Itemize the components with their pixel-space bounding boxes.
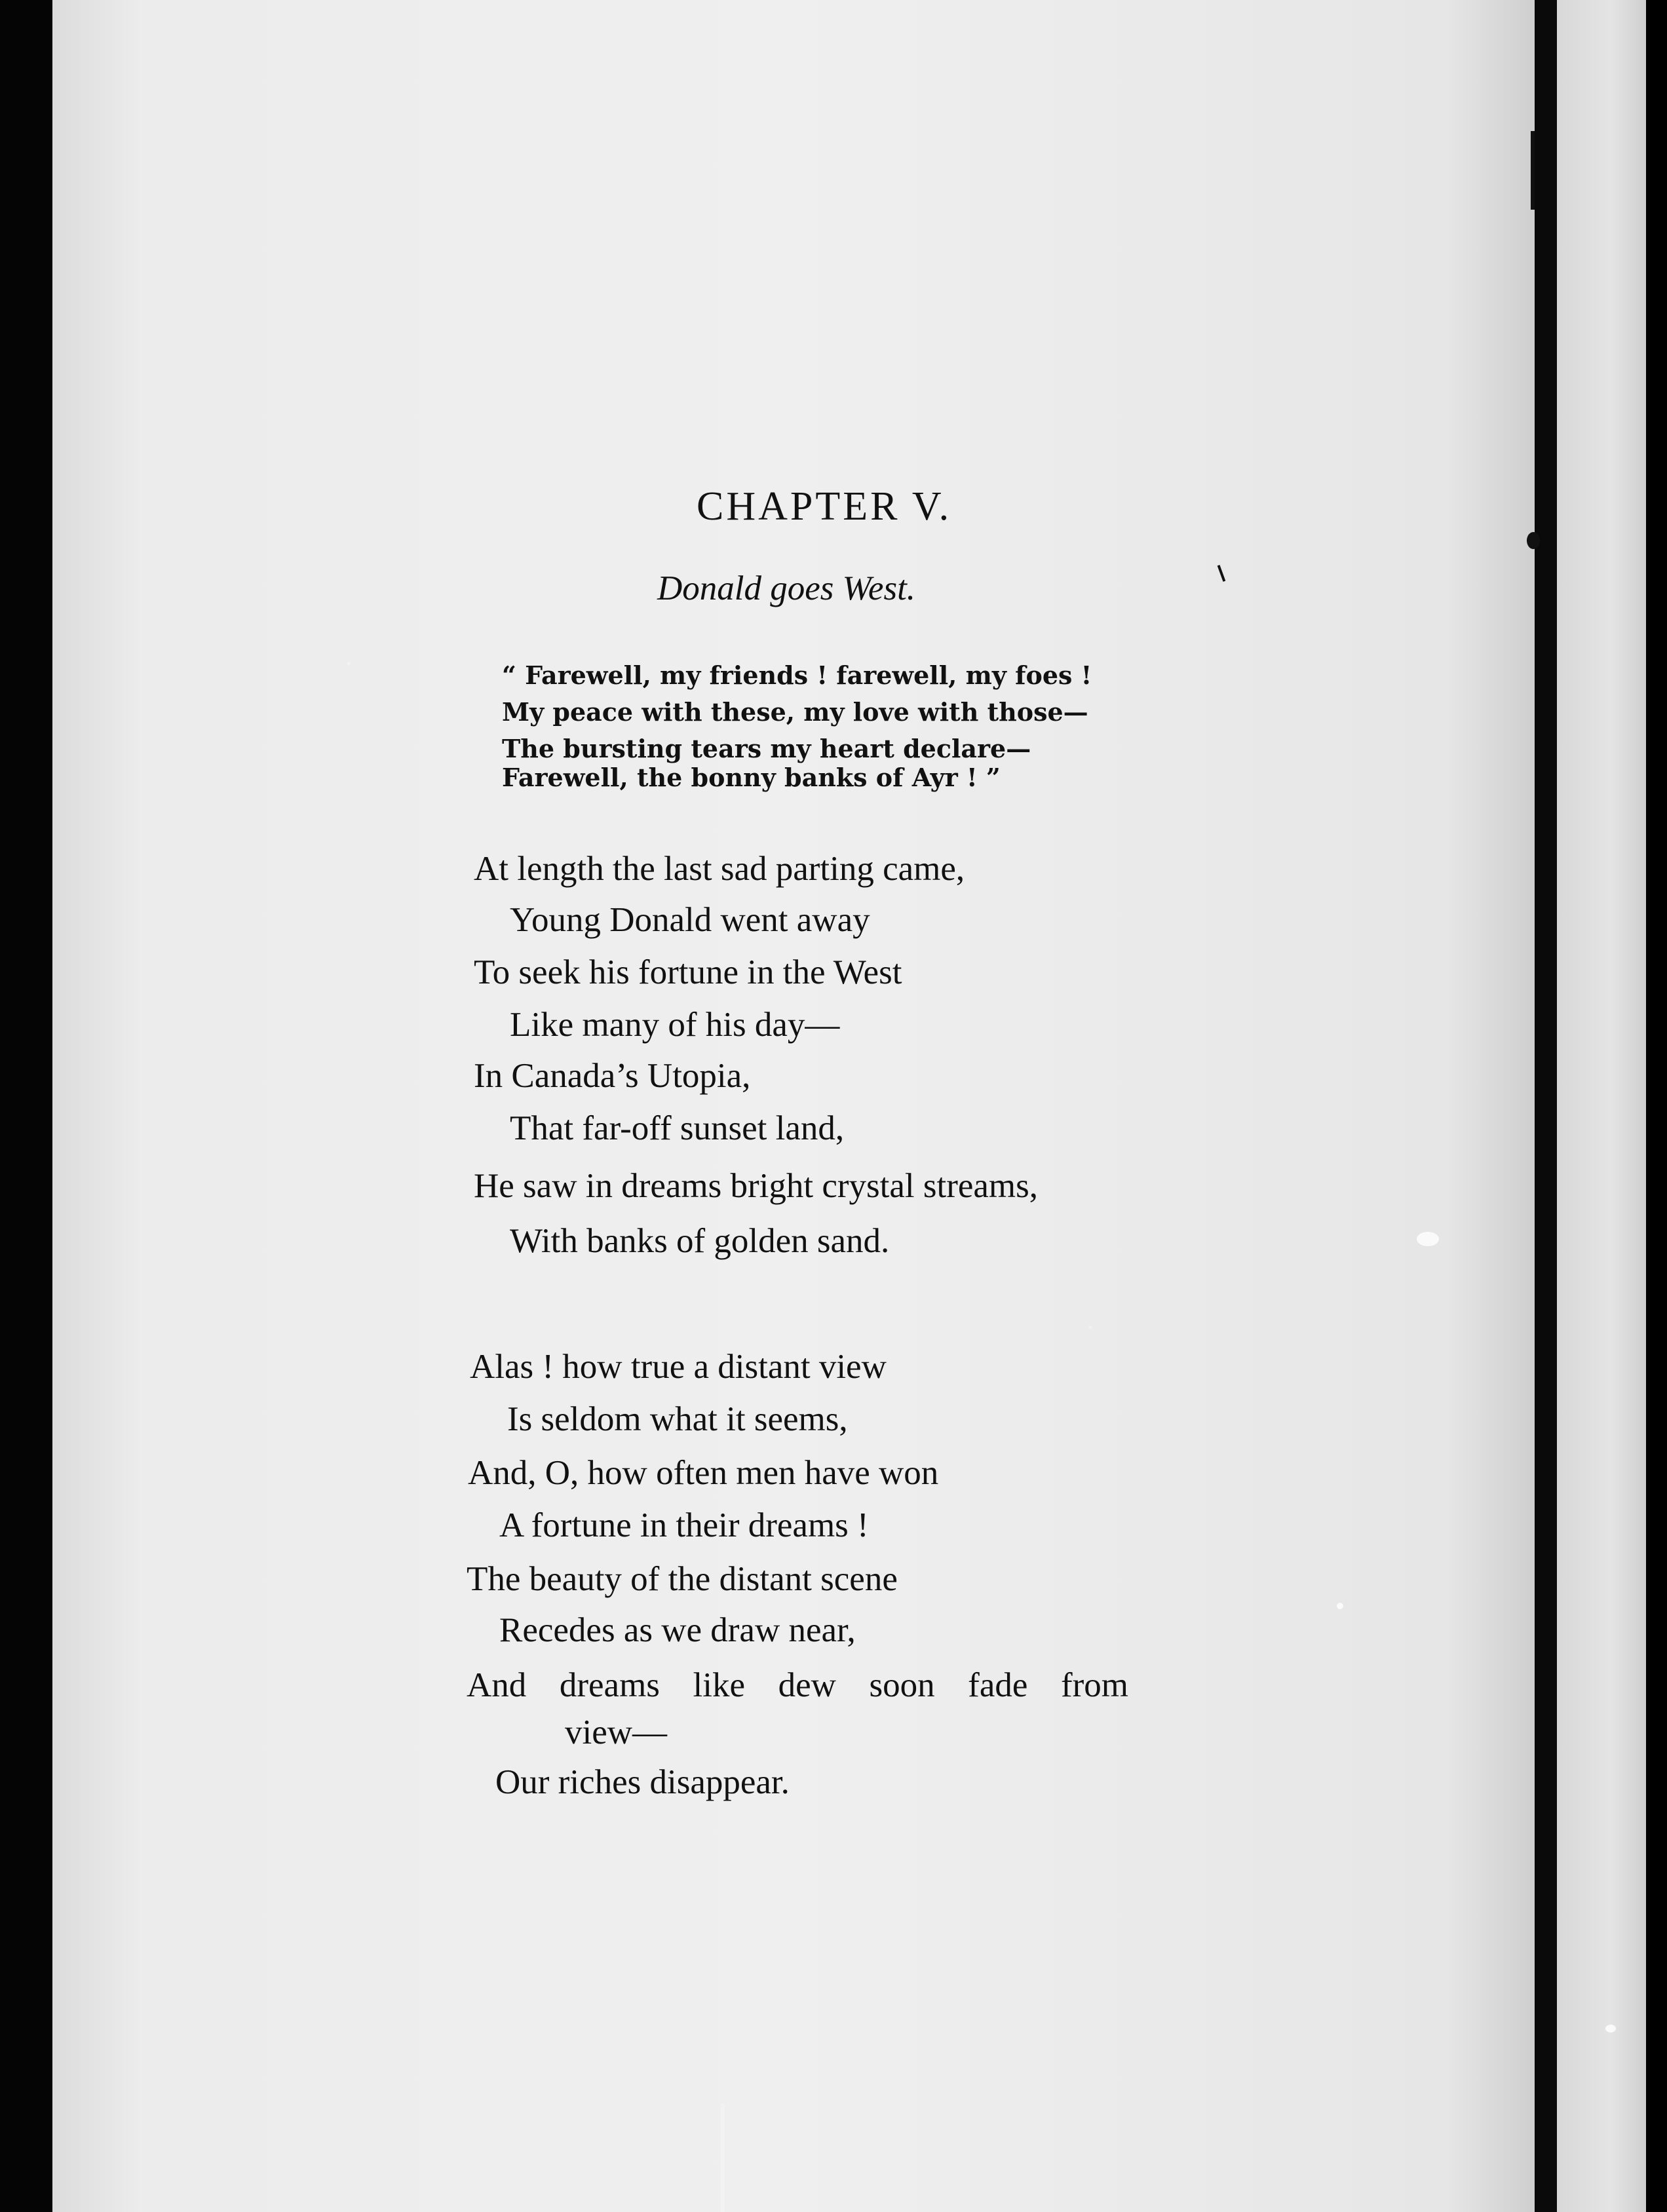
paper-speck [1417,1232,1439,1246]
verse-line: Is seldom what it seems, [507,1400,848,1438]
chapter-subtitle: Donald goes West. [657,569,916,607]
verse-line: Young Donald went away [510,901,870,939]
epigraph-line: The bursting tears my heart declare— [502,734,1031,763]
scan-mark [1531,131,1535,210]
facing-page-edge [1557,0,1646,2212]
paper-speck [1337,1603,1343,1609]
epigraph-line: “ Farewell, my friends ! farewell, my foes ! [502,660,1092,690]
verse-line: Like many of his day— [510,1006,840,1044]
verse-line: With banks of golden sand. [510,1222,890,1260]
scan-mark [721,2103,725,2212]
epigraph-line: Farewell, the bonny banks of Ayr ! ” [502,763,1001,792]
verse-line: Alas ! how true a distant view [470,1348,887,1386]
verse-line: The beauty of the distant scene [467,1560,898,1598]
epigraph-line: My peace with these, my love with those— [502,697,1088,727]
scan-mark [1527,532,1540,549]
page-paper [52,0,1535,2212]
verse-line: That far-off sunset land, [510,1109,845,1147]
paper-speck [1605,2025,1616,2032]
verse-line: Our riches disappear. [495,1763,790,1801]
verse-line: And dreams like dew soon fade from [467,1666,1128,1704]
verse-line: Recedes as we draw near, [499,1611,856,1649]
book-gutter [1535,0,1557,2212]
verse-line: At length the last sad parting came, [474,850,965,888]
chapter-title: CHAPTER V. [697,484,952,529]
verse-line: In Canada’s Utopia, [474,1057,751,1095]
verse-line-continuation: view— [565,1713,668,1751]
verse-line: To seek his fortune in the West [474,953,902,991]
verse-line: And, O, how often men have won [468,1454,939,1492]
verse-line: He saw in dreams bright crystal streams, [474,1167,1039,1205]
verse-line: A fortune in their dreams ! [499,1506,869,1544]
scan-border-right [1646,0,1667,2212]
